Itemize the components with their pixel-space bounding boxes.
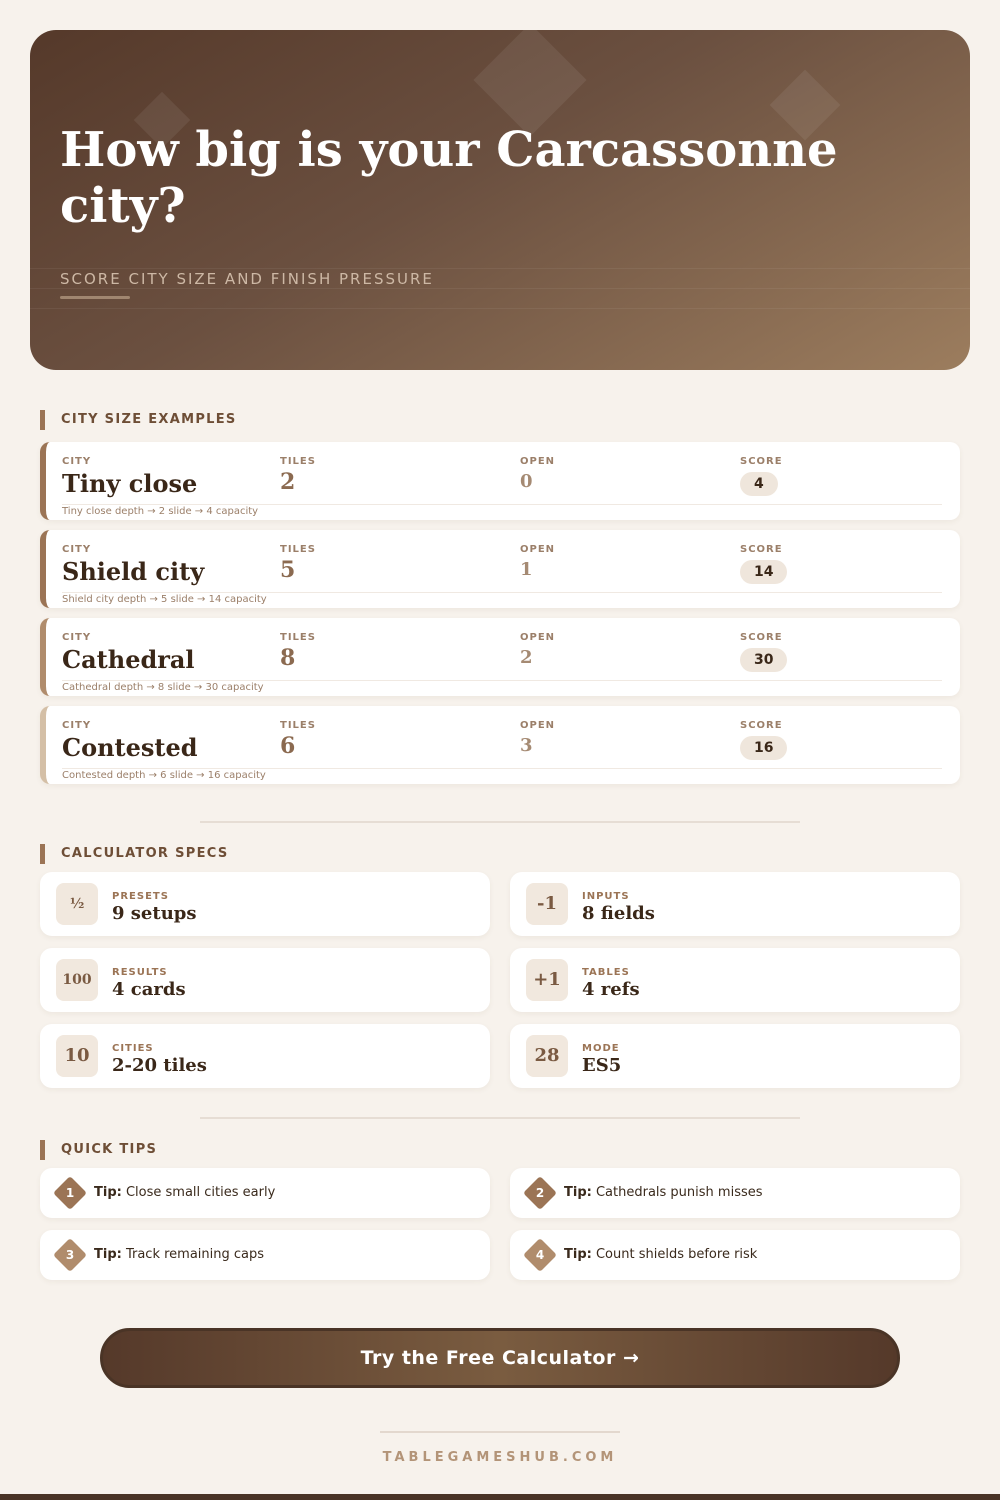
column-label: OPEN <box>520 720 556 731</box>
spec-card-tables <box>510 948 960 1012</box>
decorative-diamond <box>473 30 586 137</box>
spec-value: ES5 <box>582 1055 622 1076</box>
city-note: Cathedral depth → 8 slide → 30 capacity <box>62 682 264 693</box>
tiles-value: 8 <box>280 645 296 671</box>
section-title-examples: CITY SIZE EXAMPLES <box>40 410 237 430</box>
spec-value: 2-20 tiles <box>112 1055 207 1076</box>
tip-number-badge <box>526 1179 554 1207</box>
open-value: 0 <box>520 471 533 492</box>
tip-card <box>40 1168 490 1218</box>
tip-body: Track remaining caps <box>125 1247 265 1262</box>
decorative-line <box>30 268 970 269</box>
column-label: SCORE <box>740 456 783 467</box>
card-divider <box>62 768 942 769</box>
spec-card-inputs <box>510 872 960 936</box>
section-title-specs: CALCULATOR SPECS <box>40 844 229 864</box>
spec-card-presets <box>40 872 490 936</box>
column-label: OPEN <box>520 544 556 555</box>
tiles-value: 2 <box>280 469 296 495</box>
city-example-card <box>40 442 960 520</box>
city-example-card <box>40 530 960 608</box>
spec-label: RESULTS <box>112 967 168 978</box>
spec-icon: 28 <box>526 1035 568 1077</box>
tip-number: 4 <box>535 1248 545 1262</box>
subtitle-accent-bar <box>60 296 130 299</box>
tiles-value: 5 <box>280 557 296 583</box>
city-example-card <box>40 618 960 696</box>
tip-number-badge <box>56 1179 84 1207</box>
decorative-line <box>30 288 970 289</box>
tip-body: Cathedrals punish misses <box>595 1185 763 1200</box>
tip-body: Close small cities early <box>125 1185 276 1200</box>
spec-icon: ½ <box>56 883 98 925</box>
page-subtitle: SCORE CITY SIZE AND FINISH PRESSURE <box>60 270 434 288</box>
tip-text <box>94 1247 264 1262</box>
tip-number: 1 <box>65 1186 75 1200</box>
city-name: Tiny close <box>62 469 198 498</box>
open-column <box>520 632 555 668</box>
city-column <box>62 720 198 762</box>
tip-prefix: Tip: <box>94 1247 122 1262</box>
city-column <box>62 632 195 674</box>
score-badge: 16 <box>740 736 787 760</box>
tip-number: 3 <box>65 1248 75 1262</box>
card-divider <box>62 680 942 681</box>
open-value: 2 <box>520 647 533 668</box>
tip-prefix: Tip: <box>564 1185 592 1200</box>
spec-icon: 100 <box>56 959 98 1001</box>
tip-card <box>510 1230 960 1280</box>
open-value: 1 <box>520 559 533 580</box>
column-label: CITY <box>62 720 92 731</box>
spec-label: INPUTS <box>582 891 630 902</box>
open-value: 3 <box>520 735 533 756</box>
column-label: CITY <box>62 632 92 643</box>
tiles-column <box>280 632 316 671</box>
card-divider <box>62 504 942 505</box>
footer-site-link[interactable]: TABLEGAMESHUB.COM <box>382 1450 618 1465</box>
spec-label: PRESETS <box>112 891 169 902</box>
column-label: CITY <box>62 544 92 555</box>
column-label: TILES <box>280 456 316 467</box>
tip-prefix: Tip: <box>564 1247 592 1262</box>
tiles-column <box>280 456 316 495</box>
column-label: TILES <box>280 544 316 555</box>
city-column <box>62 544 204 586</box>
column-label: CITY <box>62 456 92 467</box>
spec-label: TABLES <box>582 967 630 978</box>
spec-icon: -1 <box>526 883 568 925</box>
section-divider <box>200 821 800 823</box>
city-name: Shield city <box>62 557 205 586</box>
spec-value: 9 setups <box>112 903 197 924</box>
spec-icon: 10 <box>56 1035 98 1077</box>
column-label: SCORE <box>740 544 783 555</box>
city-name: Contested <box>62 733 198 762</box>
column-label: TILES <box>280 632 316 643</box>
spec-card-cities <box>40 1024 490 1088</box>
spec-value: 8 fields <box>582 903 655 924</box>
page-title: How big is your Carcassonne city? <box>60 122 838 234</box>
city-note: Contested depth → 6 slide → 16 capacity <box>62 770 266 781</box>
spec-label: CITIES <box>112 1043 154 1054</box>
score-column <box>740 544 787 584</box>
spec-card-mode <box>510 1024 960 1088</box>
tip-number-badge <box>526 1241 554 1269</box>
tiles-value: 6 <box>280 733 296 759</box>
try-calculator-button[interactable]: Try the Free Calculator → <box>100 1328 900 1388</box>
city-note: Shield city depth → 5 slide → 14 capacity <box>62 594 267 605</box>
tiles-column <box>280 720 316 759</box>
score-column <box>740 632 787 672</box>
column-label: OPEN <box>520 456 556 467</box>
open-column <box>520 544 555 580</box>
tip-text <box>94 1185 275 1200</box>
column-label: OPEN <box>520 632 556 643</box>
spec-value: 4 cards <box>112 979 186 1000</box>
card-divider <box>62 592 942 593</box>
city-name: Cathedral <box>62 645 195 674</box>
tip-text <box>564 1185 763 1200</box>
tip-text <box>564 1247 757 1262</box>
score-badge: 4 <box>740 472 778 496</box>
tip-number-badge <box>56 1241 84 1269</box>
tiles-column <box>280 544 316 583</box>
footer-divider <box>380 1431 620 1433</box>
decorative-line <box>30 308 970 309</box>
score-badge: 14 <box>740 560 787 584</box>
score-column <box>740 456 783 496</box>
column-label: SCORE <box>740 632 783 643</box>
tip-body: Count shields before risk <box>595 1247 758 1262</box>
bottom-bar <box>0 1494 1000 1500</box>
spec-icon: +1 <box>526 959 568 1001</box>
open-column <box>520 720 555 756</box>
open-column <box>520 456 555 492</box>
city-example-card <box>40 706 960 784</box>
tip-card <box>510 1168 960 1218</box>
tip-prefix: Tip: <box>94 1185 122 1200</box>
section-title-tips: QUICK TIPS <box>40 1140 157 1160</box>
tip-number: 2 <box>535 1186 545 1200</box>
spec-card-results <box>40 948 490 1012</box>
city-column <box>62 456 197 498</box>
spec-label: MODE <box>582 1043 620 1054</box>
section-divider <box>200 1117 800 1119</box>
hero-banner <box>30 30 970 370</box>
score-badge: 30 <box>740 648 787 672</box>
column-label: SCORE <box>740 720 783 731</box>
city-note: Tiny close depth → 2 slide → 4 capacity <box>62 506 259 517</box>
tip-card <box>40 1230 490 1280</box>
column-label: TILES <box>280 720 316 731</box>
score-column <box>740 720 787 760</box>
spec-value: 4 refs <box>582 979 640 1000</box>
